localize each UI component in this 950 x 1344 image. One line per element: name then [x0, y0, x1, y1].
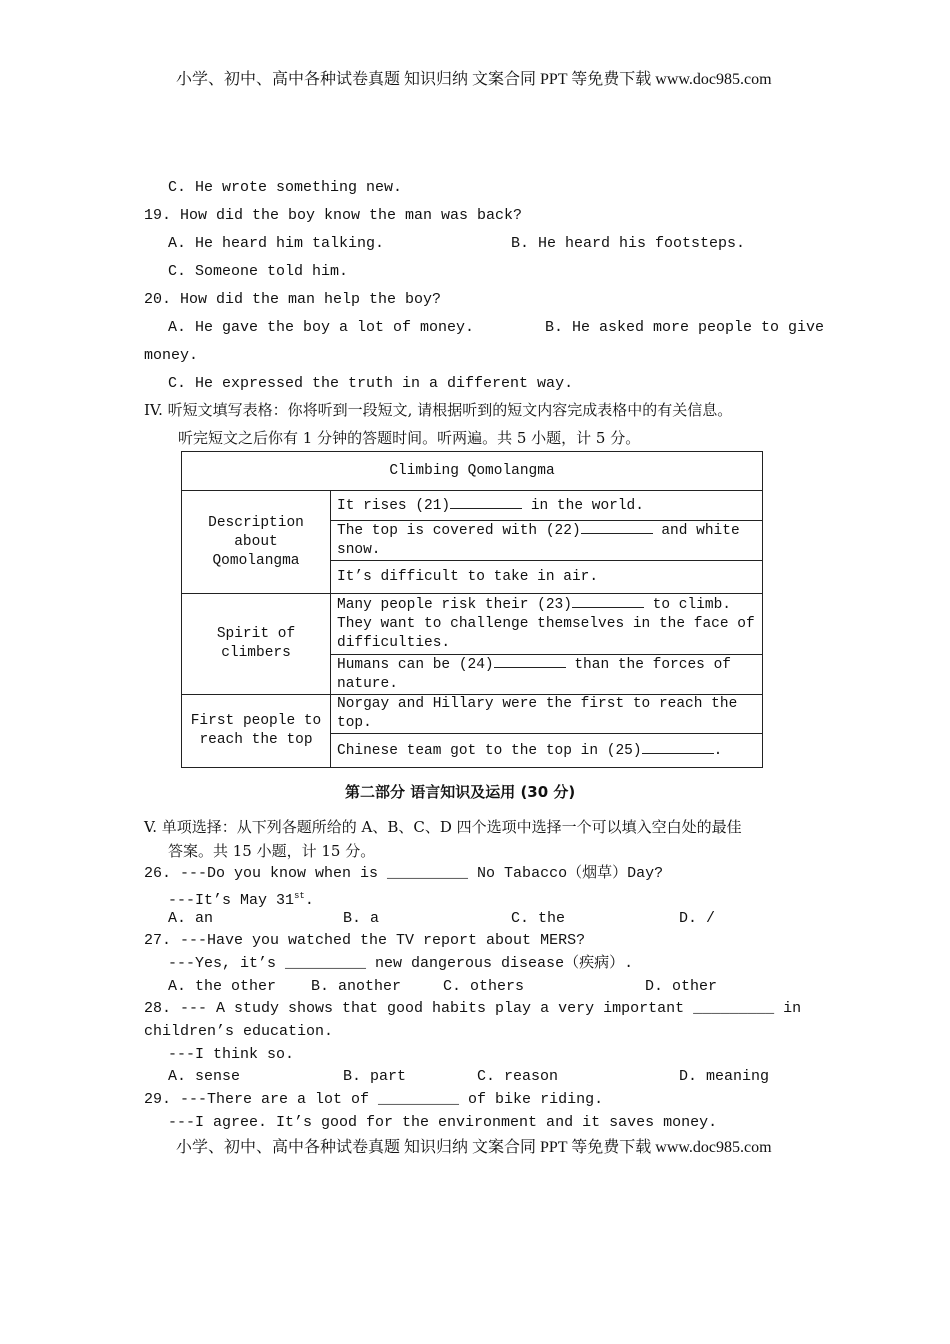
- q18-option-c: C. He wrote something new.: [168, 179, 403, 196]
- q20-stem: 20. How did the man help the boy?: [144, 291, 442, 308]
- cell-22: [331, 521, 763, 561]
- cell-23-text-post: to climb. They want to challenge themselves in the face of difficulties.: [337, 597, 755, 651]
- blank-23[interactable]: [572, 595, 644, 608]
- q26-option-d: D. /: [679, 910, 716, 927]
- page-footer: 小学、初中、高中各种试卷真题 知识归纳 文案合同 PPT 等免费下载 www.doc985.com: [176, 1139, 772, 1156]
- row-label-first-people: First people to reach the top: [182, 695, 331, 768]
- q28-answer-line: ---I think so.: [168, 1046, 295, 1063]
- blank-21[interactable]: [450, 496, 522, 509]
- q29-stem: 29. ---There are a lot of _________ of bike riding.: [144, 1091, 604, 1108]
- cell-22-text: The top is covered with (22): [337, 523, 581, 539]
- cell-25-text: Chinese team got to the top in (25): [337, 742, 642, 759]
- q28-option-c: C. reason: [477, 1068, 559, 1085]
- q28-stem-cont: children’s education.: [144, 1023, 334, 1040]
- q27-stem: 27. ---Have you watched the TV report about MERS?: [144, 932, 586, 949]
- cell-25: [331, 734, 763, 768]
- q26-option-c: C. the: [511, 910, 566, 927]
- q26-answer-end: .: [304, 892, 314, 909]
- q27-option-b: B. another: [311, 978, 402, 995]
- listening-table: [181, 451, 763, 768]
- q27-answer-line: ---Yes, it’s _________ new dangerous disease（疾病）.: [168, 955, 634, 972]
- part5-instruction: V. 单项选择：从下列各题所给的 A、B、C、D 四个选项中选择一个可以填入空白处的最佳: [144, 818, 742, 836]
- q27-option-a: A. the other: [168, 978, 277, 995]
- q27-option-d: D. other: [645, 978, 718, 995]
- q28-option-b: B. part: [343, 1068, 407, 1085]
- cell-23: [331, 594, 763, 655]
- q20-option-c: C. He expressed the truth in a different way.: [168, 375, 574, 392]
- q26-superscript: st: [294, 891, 305, 901]
- part4-instruction-cont: 听完短文之后你有 1 分钟的答题时间。听两遍。共 5 小题，计 5 分。: [178, 429, 641, 447]
- cell-21-text: It rises (21): [337, 497, 451, 514]
- q28-option-d: D. meaning: [679, 1068, 770, 1085]
- cell-norgay: Norgay and Hillary were the first to reach the top.: [331, 695, 763, 734]
- row-label-description: Description about Qomolangma: [182, 491, 331, 594]
- table-title: Climbing Qomolangma: [182, 452, 763, 491]
- q28-option-a: A. sense: [168, 1068, 241, 1085]
- page-header: 小学、初中、高中各种试卷真题 知识归纳 文案合同 PPT 等免费下载 www.doc985.com: [176, 71, 772, 88]
- q29-answer-line: ---I agree. It’s good for the environment and it saves money.: [168, 1114, 718, 1131]
- cell-25-text-post: .: [713, 742, 723, 759]
- q28-stem: 28. --- A study shows that good habits play a very important _________ in: [144, 1000, 802, 1017]
- cell-24-text-post: than the forces of nature.: [337, 657, 731, 692]
- cell-22-text-post: and white snow.: [337, 523, 740, 558]
- part4-instruction: IV. 听短文填写表格：你将听到一段短文, 请根据听到的短文内容完成表格中的有关信息。: [144, 401, 733, 419]
- q26-answer-text: ---It’s May 31: [168, 892, 295, 909]
- part2-heading: 第二部分 语言知识及运用 (30 分): [345, 783, 576, 801]
- blank-24[interactable]: [494, 655, 566, 668]
- q20-option-b: B. He asked more people to give: [545, 319, 825, 336]
- q19-option-c: C. Someone told him.: [168, 263, 349, 280]
- cell-24: [331, 655, 763, 695]
- blank-22[interactable]: [581, 521, 653, 534]
- cell-21: [331, 491, 763, 521]
- q19-stem: 19. How did the boy know the man was back?: [144, 207, 523, 224]
- q26-answer-line: [168, 886, 314, 911]
- q26-stem: 26. ---Do you know when is _________ No Tabacco（烟草）Day?: [144, 865, 664, 882]
- q19-option-b: B. He heard his footsteps.: [511, 235, 746, 252]
- q26-option-a: A. an: [168, 910, 214, 927]
- row-label-spirit: Spirit of climbers: [182, 594, 331, 695]
- cell-21-text-post: in the world.: [522, 497, 644, 514]
- q27-option-c: C. others: [443, 978, 525, 995]
- q26-option-b: B. a: [343, 910, 380, 927]
- q19-option-a: A. He heard him talking.: [168, 235, 385, 252]
- blank-25[interactable]: [642, 741, 714, 754]
- cell-23-text: Many people risk their (23): [337, 597, 572, 613]
- q20-option-b-continued: money.: [144, 347, 199, 364]
- part5-instruction-cont: 答案。共 15 小题，计 15 分。: [168, 842, 376, 860]
- q20-option-a: A. He gave the boy a lot of money.: [168, 319, 475, 336]
- cell-24-text: Humans can be (24): [337, 657, 494, 673]
- cell-air: It’s difficult to take in air.: [331, 561, 763, 594]
